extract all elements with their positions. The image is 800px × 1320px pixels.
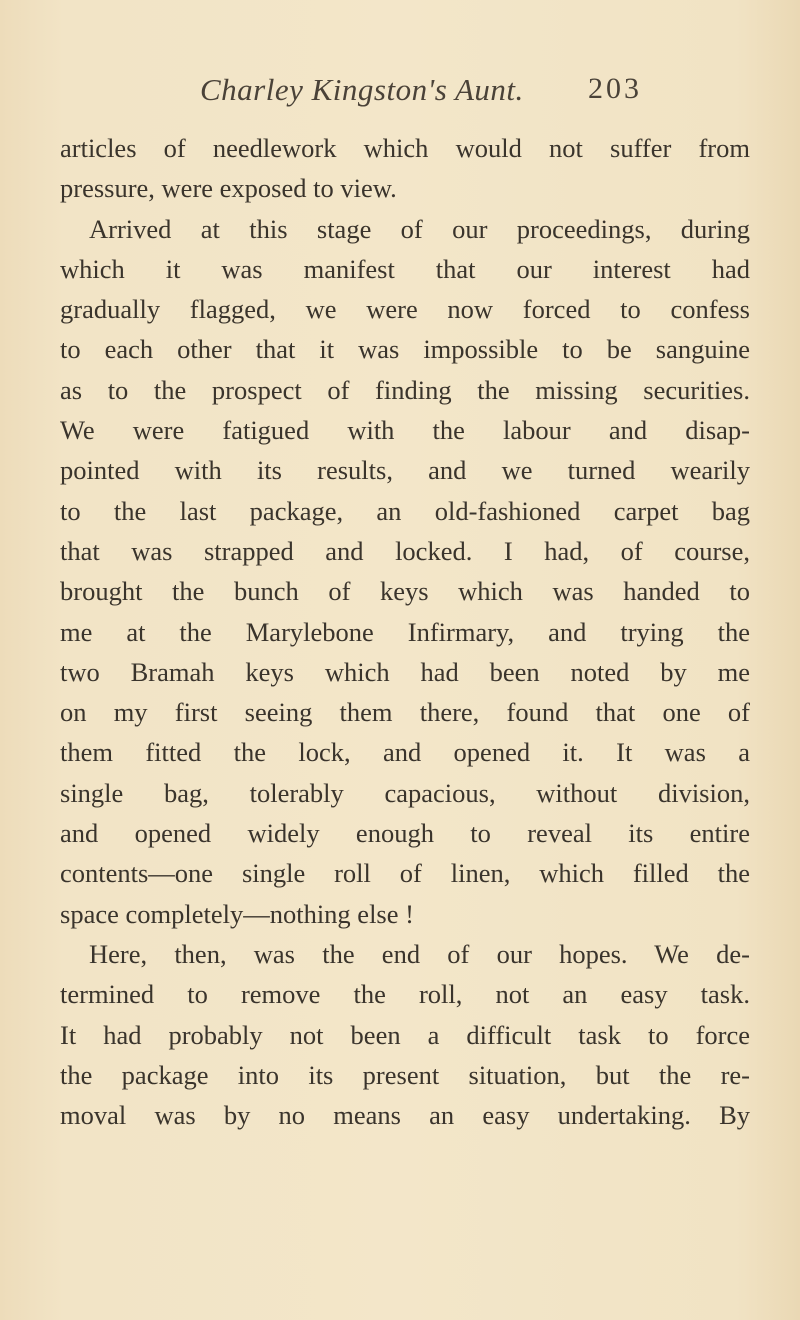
text-line: to each other that it was impossible to be sanguine — [60, 334, 750, 365]
text-line: to the last package, an old-fashioned carpet bag — [60, 495, 750, 526]
text-line: them fitted the lock, and opened it. It was a — [60, 737, 750, 768]
text-line: on my first seeing them there, found that one of — [60, 697, 750, 728]
text-line: It had probably not been a difficult task to force — [60, 1019, 750, 1050]
text-line: brought the bunch of keys which was handed to — [60, 576, 750, 607]
text-line: the package into its present situation, but the re- — [60, 1059, 750, 1090]
text-line: and opened widely enough to reveal its entire — [60, 818, 750, 849]
text-line: pointed with its results, and we turned wearily — [60, 455, 750, 486]
text-line: space completely—nothing else ! — [60, 898, 414, 929]
text-line: Arrived at this stage of our proceedings, during — [89, 213, 750, 244]
running-head — [0, 72, 800, 122]
text-line: single bag, tolerably capacious, without division, — [60, 777, 750, 808]
body-text — [60, 128, 750, 1135]
text-line: gradually flagged, we were now forced to confess — [60, 294, 750, 325]
text-line: Here, then, was the end of our hopes. We de- — [89, 938, 750, 969]
text-line: moval was by no means an easy undertaking. By — [60, 1100, 750, 1131]
text-line: articles of needlework which would not suffer from — [60, 133, 750, 163]
text-line: which it was manifest that our interest had — [60, 253, 750, 284]
text-line: as to the prospect of finding the missing securities. — [60, 374, 750, 405]
text-line: pressure, were exposed to view. — [60, 173, 397, 204]
text-line: me at the Marylebone Infirmary, and trying the — [60, 616, 750, 647]
text-line: contents—one single roll of linen, which filled the — [60, 858, 750, 889]
text-line: We were fatigued with the labour and disap- — [60, 415, 750, 446]
text-line: two Bramah keys which had been noted by me — [60, 656, 750, 687]
text-line: that was strapped and locked. I had, of course, — [60, 535, 750, 566]
page-number: 203 — [588, 72, 642, 105]
text-line: termined to remove the roll, not an easy task. — [60, 979, 750, 1010]
running-title: Charley Kingston's Aunt. — [200, 72, 524, 107]
